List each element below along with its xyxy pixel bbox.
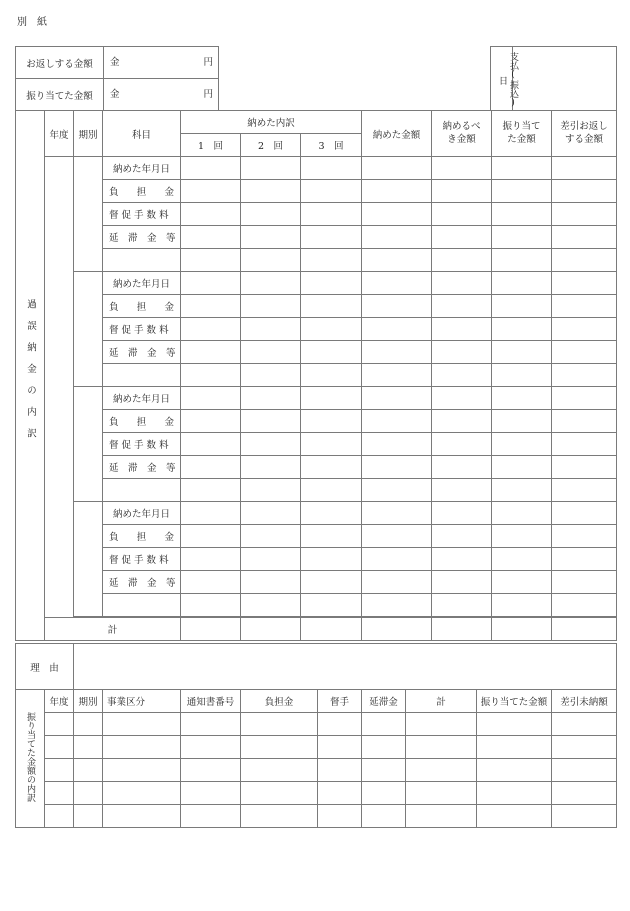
row-label-paid-date: 納めた年月日: [103, 387, 181, 410]
table-row: [16, 203, 617, 226]
period-cell: [74, 502, 103, 617]
table-row: [16, 594, 617, 617]
row-label-dunning-fee: 督 促 手 数 料: [103, 433, 181, 456]
row-label-dunning-fee: 督 促 手 数 料: [103, 548, 181, 571]
en-label: 円: [203, 89, 213, 100]
kin-label: 金: [110, 89, 120, 100]
reason-field: [74, 644, 617, 690]
reason-label: 理 由: [16, 644, 74, 690]
total-label: 計: [45, 618, 181, 641]
tcol-year: 年度: [45, 690, 74, 713]
tcol-late: 延滞金: [362, 690, 406, 713]
amount-summary-table: [15, 46, 219, 111]
row-label-paid-date: 納めた年月日: [103, 157, 181, 180]
tcol-transfer: 振り当てた金額: [477, 690, 552, 713]
col-transfer-amount: 振り当てた金額: [492, 111, 552, 157]
transfer-detail-table: [15, 689, 617, 828]
col-paid-detail: 納めた内訳: [181, 111, 362, 134]
col-paid-1: 1 回: [181, 134, 241, 157]
col-year: 年度: [45, 111, 74, 157]
col-net-refund: 差引お返しする金額: [552, 111, 617, 157]
payment-date-label: 支払(振込)日: [491, 47, 513, 111]
table-row: [16, 502, 617, 525]
reason-table: [15, 643, 617, 690]
tcol-total: 計: [406, 690, 477, 713]
row-label-late-fee: 延 滞 金 等: [103, 226, 181, 249]
row-label-late-fee: 延 滞 金 等: [103, 456, 181, 479]
table-row: [16, 433, 617, 456]
table-row: [16, 387, 617, 410]
row-label-paid-date: 納めた年月日: [103, 272, 181, 295]
payment-date-field: [513, 47, 617, 111]
table-row: [16, 410, 617, 433]
row-label-late-fee: 延 滞 金 等: [103, 571, 181, 594]
year-cell: [45, 157, 74, 618]
table-row: [16, 180, 617, 203]
table-row: [16, 571, 617, 594]
tcol-period: 期別: [74, 690, 103, 713]
table-row: [16, 805, 617, 828]
total-row: [16, 618, 617, 641]
row-label-burden: 負 担 金: [103, 410, 181, 433]
table-row: [16, 318, 617, 341]
refund-amount-label: お返しする金額: [16, 47, 104, 79]
col-item: 科目: [103, 111, 181, 157]
table-row: [16, 713, 617, 736]
period-cell: [74, 387, 103, 502]
table-row: [16, 249, 617, 272]
row-label-paid-date: 納めた年月日: [103, 502, 181, 525]
period-cell: [74, 272, 103, 387]
tcol-notice-no: 通知書番号: [181, 690, 241, 713]
table-row: [16, 479, 617, 502]
kin-label: 金: [110, 57, 120, 68]
table-row: [16, 272, 617, 295]
tcol-business: 事業区分: [103, 690, 181, 713]
table-row: [16, 525, 617, 548]
row-label-burden: 負 担 金: [103, 295, 181, 318]
row-label-dunning-fee: 督 促 手 数 料: [103, 318, 181, 341]
col-period: 期別: [74, 111, 103, 157]
table-row: [16, 341, 617, 364]
period-cell: [74, 157, 103, 272]
table-row: [16, 157, 617, 180]
col-paid-amount: 納めた金額: [362, 111, 432, 157]
tcol-burden: 負担金: [241, 690, 318, 713]
col-paid-2: 2 回: [241, 134, 301, 157]
transfer-side-label: 振り当てた金額の内訳: [16, 690, 45, 828]
table-row: [16, 226, 617, 249]
table-row: [16, 456, 617, 479]
row-label-late-fee: 延 滞 金 等: [103, 341, 181, 364]
tcol-unpaid: 差引未納額: [552, 690, 617, 713]
tcol-dun: 督手: [318, 690, 362, 713]
table-row: [16, 782, 617, 805]
overpayment-side-label: 過誤納金の内訳: [16, 111, 45, 641]
col-due-amount: 納めるべき金額: [432, 111, 492, 157]
table-row: [16, 736, 617, 759]
row-label-dunning-fee: 督 促 手 数 料: [103, 203, 181, 226]
en-label: 円: [203, 57, 213, 68]
payment-date-table: [490, 46, 617, 111]
row-label-burden: 負 担 金: [103, 525, 181, 548]
transfer-amount-label: 振り当てた金額: [16, 79, 104, 111]
page-title: 別 紙: [17, 17, 47, 28]
table-row: [16, 295, 617, 318]
breakdown-table: [15, 110, 617, 641]
table-row: [16, 548, 617, 571]
table-row: [16, 759, 617, 782]
col-paid-3: 3 回: [301, 134, 362, 157]
table-row: [16, 364, 617, 387]
row-label-burden: 負 担 金: [103, 180, 181, 203]
refund-amount-field: [104, 47, 219, 79]
transfer-amount-field: [104, 79, 219, 111]
